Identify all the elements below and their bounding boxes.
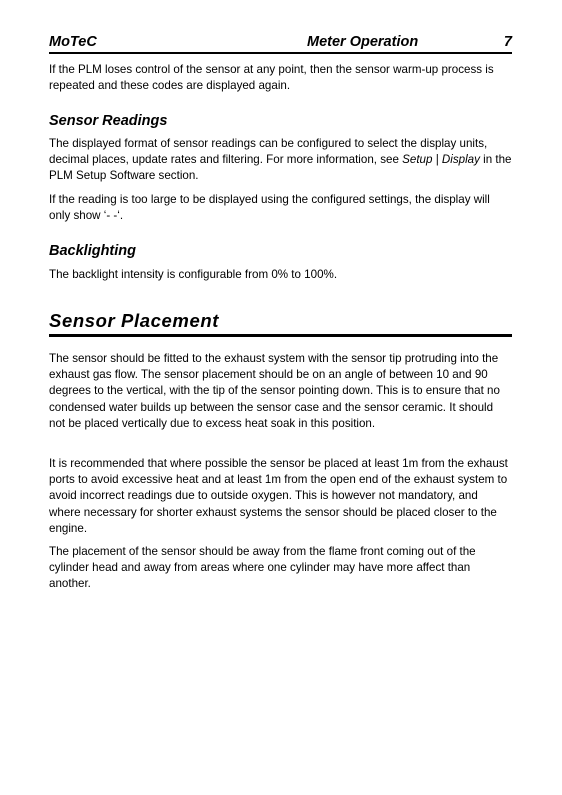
placement-paragraph-2: It is recommended that where possible the sensor be placed at least 1m from the exhaust ports to avoid excessive heat and at least 1m from the open end of the exhaust system to avoid incorrect readings due to outside oxygen. This is however not mandatory, and where necessary for shorter exhaust systems the sensor should be placed closer to the engine. — [49, 457, 508, 535]
sensor-readings-paragraph — [49, 136, 512, 185]
setup-display-reference: Setup | Display — [402, 153, 480, 167]
overflow-paragraph: If the reading is too large to be displayed using the configured settings, the display will only show ‘- -‘. — [49, 193, 490, 223]
section-title: Meter Operation — [307, 34, 419, 50]
page-header — [49, 34, 512, 54]
manual-page — [49, 34, 512, 591]
page-number: 7 — [503, 34, 512, 50]
intro-paragraph: If the PLM loses control of the sensor at any point, then the sensor warm-up process is repeated and these codes are displayed again. — [49, 63, 494, 93]
sensor-readings-text: The displayed format of sensor readings can be configured to select the display units, decimal places, update rates and filtering. For more information, see — [49, 137, 488, 167]
backlighting-heading: Backlighting — [49, 243, 137, 259]
placement-paragraph-1: The sensor should be fitted to the exhaust system with the sensor tip protruding into the exhaust gas flow. The sensor placement should be on an angle of between 10 and 90 degrees to the vertical, with the tip of the sensor pointing down. This is to ensure that no condensed water builds up between the sensor case and the sensor ceramic. It should not be placed vertically due to excess heat soak in this position. — [49, 352, 500, 430]
placement-paragraph-3: The placement of the sensor should be away from the flame front coming out of the cylinder head and away from areas where one cylinder may have more affect than another. — [49, 545, 476, 591]
sensor-readings-heading: Sensor Readings — [49, 113, 168, 129]
sensor-readings-text-end: in the PLM Setup Software section. — [49, 153, 512, 183]
brand-name: MoTeC — [49, 34, 97, 50]
backlighting-paragraph: The backlight intensity is configurable from 0% to 100%. — [49, 268, 338, 281]
sensor-placement-heading: Sensor Placement — [49, 310, 512, 337]
